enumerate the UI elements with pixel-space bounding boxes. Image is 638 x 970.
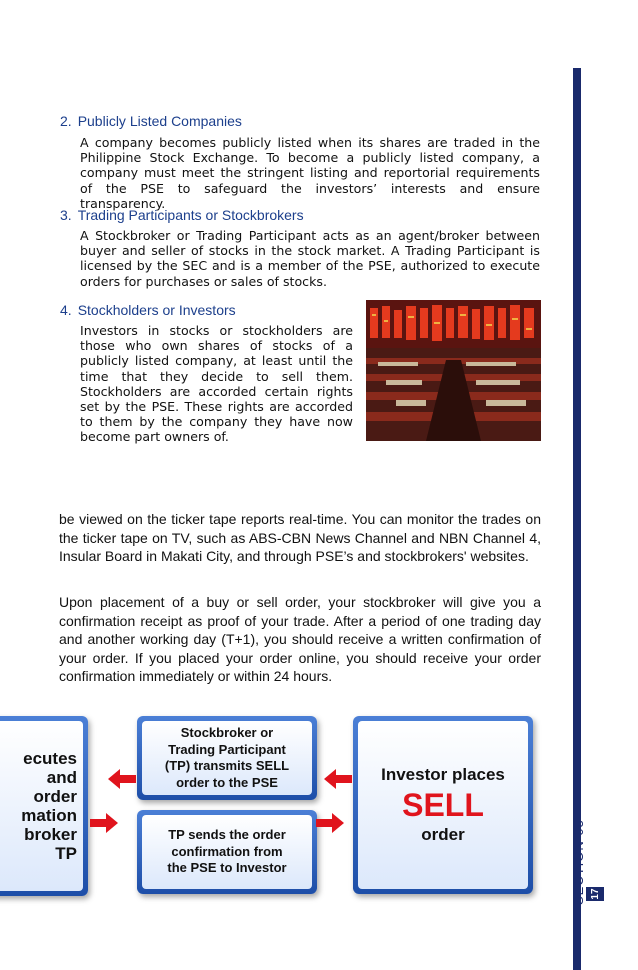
flow-box-tp-sends-confirmation — [137, 810, 317, 894]
stockbroker-line-1: Stockbroker or — [180, 725, 274, 740]
page-number: 17 — [586, 887, 604, 901]
left-box-line-2: and — [46, 768, 77, 787]
trading-floor-illustration — [366, 300, 541, 441]
stockbroker-line-3: (TP) transmits — [164, 758, 256, 773]
arrow-right-to-confirmationbox-icon — [90, 812, 118, 834]
arrow-investor-to-broker-icon — [324, 768, 352, 790]
item-4-number: 4. — [60, 302, 72, 318]
item-3-title: Trading Participants or Stockbrokers — [77, 207, 304, 223]
item-2-heading — [60, 113, 242, 129]
item-2-body: A company becomes publicly listed when its shares are traded in the Philippine Stock Exchange. To become a publicly listed company, a company must meet the stringent listing and reportorial requirements of the PSE to safeguard the investors’ interests and ensure transparency. — [80, 135, 540, 211]
item-2-title: Publicly Listed Companies — [77, 113, 242, 129]
item-4-title: Stockholders or Investors — [77, 302, 236, 318]
investor-line-1: Investor places — [381, 765, 505, 784]
arrow-confirmation-to-investor-icon — [316, 812, 344, 834]
left-box-line-5: broker — [24, 825, 77, 844]
arrow-left-to-brokerbox-icon — [108, 768, 136, 790]
flow-box-investor-places — [353, 716, 533, 894]
section-label: SECTION 05 — [571, 819, 586, 905]
item-2-number: 2. — [60, 113, 72, 129]
flow-box-left — [0, 716, 88, 896]
paragraph-ticker-tape: be viewed on the ticker tape reports real-time. You can monitor the trades on the ticker tape on TV, such as ABS-CBN News Channel and NBN Channel 4, Insular Board in Makati City, and through PSE’s and stockbrokers' websites. — [59, 511, 541, 565]
investor-sell-word: SELL — [402, 787, 484, 823]
flow-box-stockbroker-transmits — [137, 716, 317, 800]
item-4-body: Investors in stocks or stockholders are those who own shares of stocks of a publicly listed company, at least until the time that they decide to sell them. Stockholders are accorded certain rights set by the PSE. These rights are accorded to them by the company they have now become part owners of. — [80, 323, 353, 445]
item-3-body: A Stockbroker or Trading Participant acts as an agent/broker between buyer and seller of stocks in the stock market. A Trading Participant is licensed by the SEC and is a member of the PSE, authorized to execute orders for purchases or sales of stocks. — [80, 228, 540, 289]
trading-floor-photo — [366, 300, 541, 441]
paragraph-order-confirmation: Upon placement of a buy or sell order, your stockbroker will give you a confirmation receipt as proof of your trade. After a period of one trading day and another working day (T+1), you should receive a written confirmation of your order. If you placed your order online, you should receive your order confirmation immediately or within 24 hours. — [59, 594, 541, 685]
item-3-heading — [60, 207, 304, 223]
confirmation-line-1: TP sends the order — [168, 827, 286, 843]
stockbroker-sell-word: SELL — [255, 758, 290, 773]
left-box-line-3: order — [33, 787, 77, 806]
item-4-heading — [60, 302, 236, 318]
item-3-number: 3. — [60, 207, 72, 223]
confirmation-line-2: confirmation from — [171, 843, 283, 859]
investor-line-3: order — [421, 825, 465, 844]
stockbroker-line-2: Trading Participant — [168, 741, 286, 757]
left-box-line-1: ecutes — [23, 749, 77, 768]
confirmation-line-3: the PSE to Investor — [167, 860, 287, 876]
stockbroker-line-4: order to the PSE — [176, 774, 278, 790]
left-box-line-4: mation — [21, 806, 77, 825]
left-box-line-6: TP — [55, 844, 77, 863]
